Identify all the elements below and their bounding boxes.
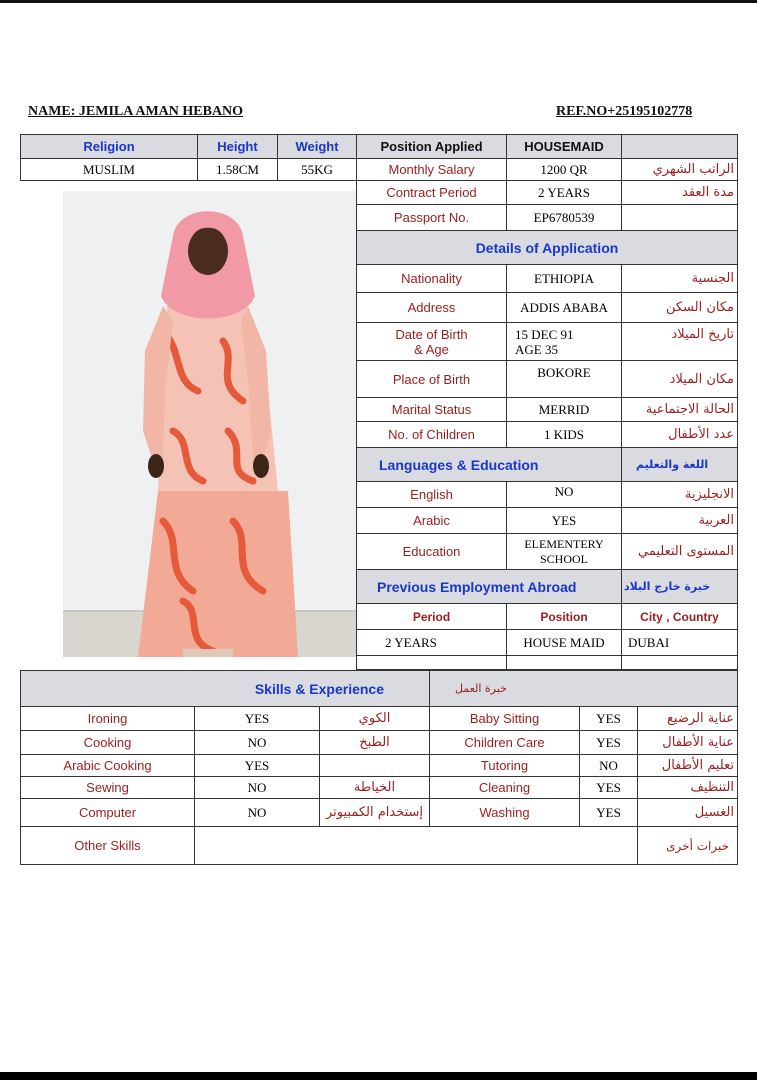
skill-name: Children Care	[430, 731, 580, 755]
other-skills-arabic: خبرات أخرى	[638, 827, 738, 865]
city-country-value: DUBAI	[622, 630, 738, 656]
marital-status-label: Marital Status	[357, 398, 507, 422]
education-value	[507, 534, 622, 570]
employment-blank-3	[622, 656, 738, 670]
education-line1: ELEMENTERY	[524, 536, 604, 551]
top-border	[0, 0, 757, 3]
skill-row	[21, 731, 738, 755]
city-country-header: City , Country	[622, 604, 738, 630]
basic-info-table	[20, 134, 357, 181]
skill-value: YES	[580, 777, 638, 799]
skill-arabic: تعليم الأطفال	[638, 755, 738, 777]
place-of-birth-arabic: مكان الميلاد	[622, 361, 738, 398]
skill-row	[21, 777, 738, 799]
application-details-table	[356, 134, 738, 670]
reference-number: REF.NO+25195102778	[556, 104, 693, 119]
education-arabic: المستوى التعليمي	[622, 534, 738, 570]
skill-value: YES	[580, 799, 638, 827]
dob-age: AGE 35	[515, 341, 558, 357]
skill-value: NO	[195, 731, 320, 755]
address-arabic: مكان السكن	[622, 293, 738, 323]
skill-name: Baby Sitting	[430, 707, 580, 731]
place-of-birth-value: BOKORE	[507, 361, 622, 398]
religion-value: MUSLIM	[21, 159, 198, 181]
passport-label: Passport No.	[357, 205, 507, 231]
passport-value: EP6780539	[507, 205, 622, 231]
employment-blank-2	[507, 656, 622, 670]
dob-label	[357, 323, 507, 361]
position-applied-label: Position Applied	[357, 135, 507, 159]
marital-status-arabic: الحالة الاجتماعية	[622, 398, 738, 422]
skill-row	[21, 707, 738, 731]
weight-value: 55KG	[278, 159, 357, 181]
skills-section-arabic: خبرة العمل	[430, 671, 738, 707]
monthly-salary-label: Monthly Salary	[357, 159, 507, 181]
contract-period-value: 2 YEARS	[507, 181, 622, 205]
dob-date: 15 DEC 91	[515, 326, 574, 342]
position-applied-value: HOUSEMAID	[507, 135, 622, 159]
other-skills-label: Other Skills	[21, 827, 195, 865]
monthly-salary-arabic: الراتب الشهري	[622, 159, 738, 181]
dob-value	[507, 323, 622, 361]
languages-section-title: Languages & Education	[357, 448, 622, 482]
nationality-arabic: الجنسية	[622, 265, 738, 293]
address-value: ADDIS ABABA	[507, 293, 622, 323]
english-label: English	[357, 482, 507, 508]
skill-arabic	[320, 755, 430, 777]
candidate-photo	[63, 191, 356, 657]
period-header: Period	[357, 604, 507, 630]
skill-arabic: الكوي	[320, 707, 430, 731]
employment-blank-1	[357, 656, 507, 670]
skill-name: Tutoring	[430, 755, 580, 777]
position-applied-blank	[622, 135, 738, 159]
languages-section-arabic: اللغة والتعليم	[622, 448, 738, 482]
arabic-arabic: العربية	[622, 508, 738, 534]
skills-table	[20, 670, 738, 865]
skill-name: Arabic Cooking	[21, 755, 195, 777]
dob-label-line2: & Age	[414, 341, 449, 357]
skill-name: Cooking	[21, 731, 195, 755]
contract-period-arabic: مدة العقد	[622, 181, 738, 205]
contract-period-label: Contract Period	[357, 181, 507, 205]
nationality-label: Nationality	[357, 265, 507, 293]
arabic-value: YES	[507, 508, 622, 534]
dob-arabic: تاريخ الميلاد	[622, 323, 738, 361]
bottom-border	[0, 1072, 757, 1080]
skill-arabic: إستخدام الكمبيوتر	[320, 799, 430, 827]
details-section-title: Details of Application	[357, 231, 738, 265]
children-value: 1 KIDS	[507, 422, 622, 448]
place-of-birth-label: Place of Birth	[357, 361, 507, 398]
height-label: Height	[198, 135, 278, 159]
skill-value: YES	[580, 707, 638, 731]
skill-value: NO	[580, 755, 638, 777]
skill-arabic: عناية الأطفال	[638, 731, 738, 755]
skill-value: NO	[195, 777, 320, 799]
english-value: NO	[507, 482, 622, 508]
marital-status-value: MERRID	[507, 398, 622, 422]
skills-section-title: Skills & Experience	[21, 671, 430, 707]
skill-arabic: التنظيف	[638, 777, 738, 799]
skill-arabic: عناية الرضيع	[638, 707, 738, 731]
skill-arabic: الغسيل	[638, 799, 738, 827]
education-label: Education	[357, 534, 507, 570]
employment-section-title: Previous Employment Abroad	[357, 570, 622, 604]
skill-value: YES	[195, 755, 320, 777]
children-arabic: عدد الأطفال	[622, 422, 738, 448]
employment-section-arabic: خبرة خارج البلاد	[622, 570, 738, 604]
nationality-value: ETHIOPIA	[507, 265, 622, 293]
skill-name: Sewing	[21, 777, 195, 799]
period-value: 2 YEARS	[357, 630, 507, 656]
skill-row	[21, 799, 738, 827]
passport-blank	[622, 205, 738, 231]
monthly-salary-value: 1200 QR	[507, 159, 622, 181]
skill-row	[21, 755, 738, 777]
skill-value: YES	[580, 731, 638, 755]
skill-name: Cleaning	[430, 777, 580, 799]
candidate-name: NAME: JEMILA AMAN HEBANO	[28, 104, 244, 119]
address-label: Address	[357, 293, 507, 323]
children-label: No. of Children	[357, 422, 507, 448]
position-header: Position	[507, 604, 622, 630]
arabic-label: Arabic	[357, 508, 507, 534]
other-skills-value	[195, 827, 638, 865]
skill-name: Washing	[430, 799, 580, 827]
skill-name: Ironing	[21, 707, 195, 731]
skill-name: Computer	[21, 799, 195, 827]
dob-label-line1: Date of Birth	[395, 326, 468, 342]
skill-value: YES	[195, 707, 320, 731]
skill-value: NO	[195, 799, 320, 827]
position-value: HOUSE MAID	[507, 630, 622, 656]
weight-label: Weight	[278, 135, 357, 159]
religion-label: Religion	[21, 135, 198, 159]
skill-arabic: الطبخ	[320, 731, 430, 755]
skill-arabic: الخياطة	[320, 777, 430, 799]
height-value: 1.58CM	[198, 159, 278, 181]
education-line2: SCHOOL	[539, 551, 588, 566]
english-arabic: الانجليزية	[622, 482, 738, 508]
